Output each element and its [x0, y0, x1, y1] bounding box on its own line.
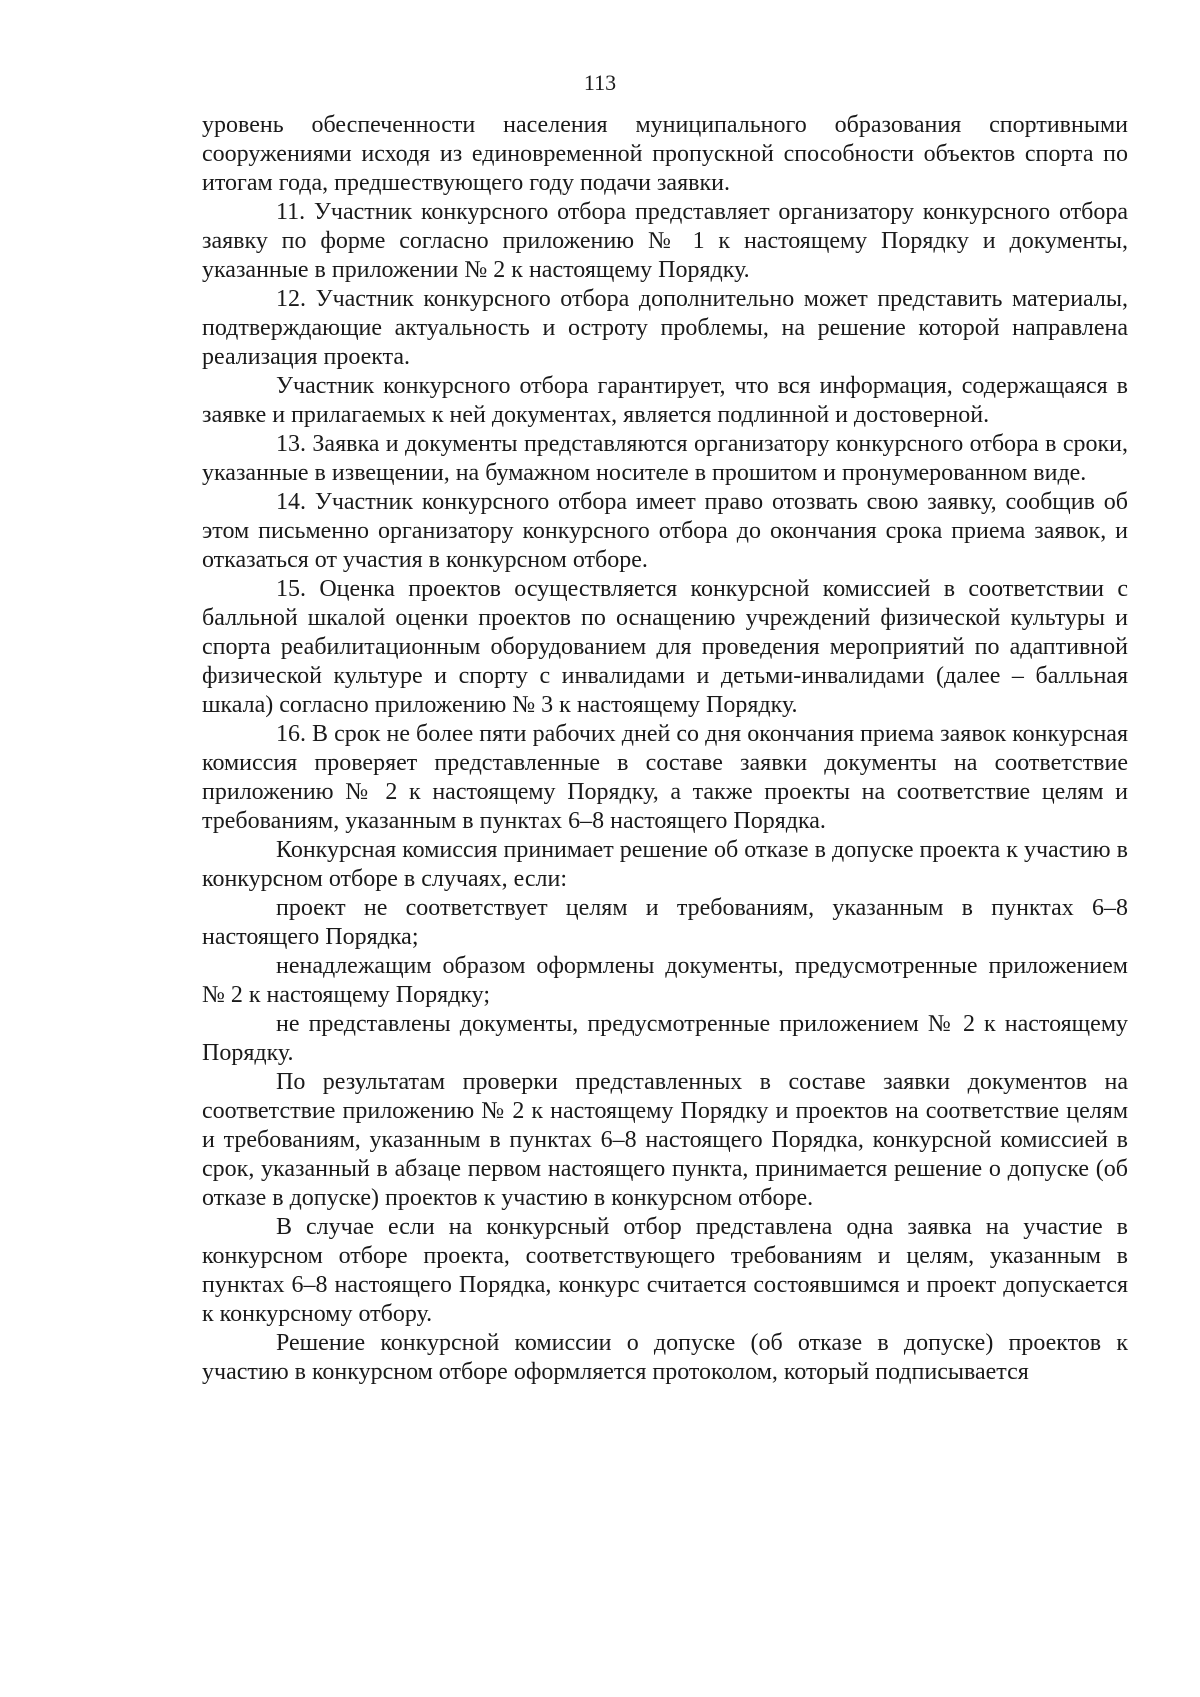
paragraph: уровень обеспеченности населения муниципального образования спортивными сооружениями исходя из единовременной пропускной способности объектов спорта по итогам года, предшествующего году подачи заявки. [202, 112, 1128, 196]
page-number: 113 [583, 70, 617, 95]
paragraph: В случае если на конкурсный отбор представлена одна заявка на участие в конкурсном отборе проекта, соответствующего требованиям и целям, указанным в пунктах 6–8 настоящего Порядка, конкурс считается состоявшимся и проект допускается к конкурсному отбору. [202, 1214, 1128, 1327]
paragraph: 14. Участник конкурсного отбора имеет право отозвать свою заявку, сообщив об этом письменно организатору конкурсного отбора до окончания срока приема заявок, и отказаться от участия в конкурсном отборе. [202, 489, 1128, 573]
paragraph: 13. Заявка и документы представляются организатору конкурсного отбора в сроки, указанные в извещении, на бумажном носителе в прошитом и пронумерованном виде. [202, 431, 1128, 486]
paragraph: 11. Участник конкурсного отбора представляет организатору конкурсного отбора заявку по форме согласно приложению № 1 к настоящему Порядку и документы, указанные в приложении № 2 к настоящему Порядку. [202, 199, 1128, 283]
paragraph: ненадлежащим образом оформлены документы, предусмотренные приложением № 2 к настоящему Порядку; [202, 953, 1128, 1008]
paragraph: По результатам проверки представленных в составе заявки документов на соответствие приложению № 2 к настоящему Порядку и проектов на соответствие целям и требованиям, указанным в пунктах 6–8 настоящего Порядка, конкурсной комиссией в срок, указанный в абзаце первом настоящего пункта, принимается решение о допуске (об отказе в допуске) проектов к участию в конкурсном отборе. [202, 1069, 1128, 1211]
paragraph: 12. Участник конкурсного отбора дополнительно может представить материалы, подтверждающие актуальность и остроту проблемы, на решение которой направлена реализация проекта. [202, 286, 1128, 370]
paragraph: Участник конкурсного отбора гарантирует, что вся информация, содержащаяся в заявке и прилагаемых к ней документах, является подлинной и достоверной. [202, 373, 1128, 428]
paragraph: Конкурсная комиссия принимает решение об отказе в допуске проекта к участию в конкурсном отборе в случаях, если: [202, 837, 1128, 892]
paragraph: 16. В срок не более пяти рабочих дней со дня окончания приема заявок конкурсная комиссия проверяет представленные в составе заявки документы на соответствие приложению № 2 к настоящему Порядку, а также проекты на соответствие целям и требованиям, указанным в пунктах 6–8 настоящего Порядка. [202, 721, 1128, 834]
body-text [202, 111, 1128, 1387]
paragraph: Решение конкурсной комиссии о допуске (об отказе в допуске) проектов к участию в конкурсном отборе оформляется протоколом, который подписывается [202, 1330, 1128, 1385]
paragraph: 15. Оценка проектов осуществляется конкурсной комиссией в соответствии с балльной шкалой оценки проектов по оснащению учреждений физической культуры и спорта реабилитационным оборудованием для проведения мероприятий по адаптивной физической культуре и спорту с инвалидами и детьми-инвалидами (далее – балльная шкала) согласно приложению № 3 к настоящему Порядку. [202, 576, 1128, 718]
paragraph: проект не соответствует целям и требованиям, указанным в пунктах 6–8 настоящего Порядка; [202, 895, 1128, 950]
paragraph: не представлены документы, предусмотренные приложением № 2 к настоящему Порядку. [202, 1011, 1128, 1066]
